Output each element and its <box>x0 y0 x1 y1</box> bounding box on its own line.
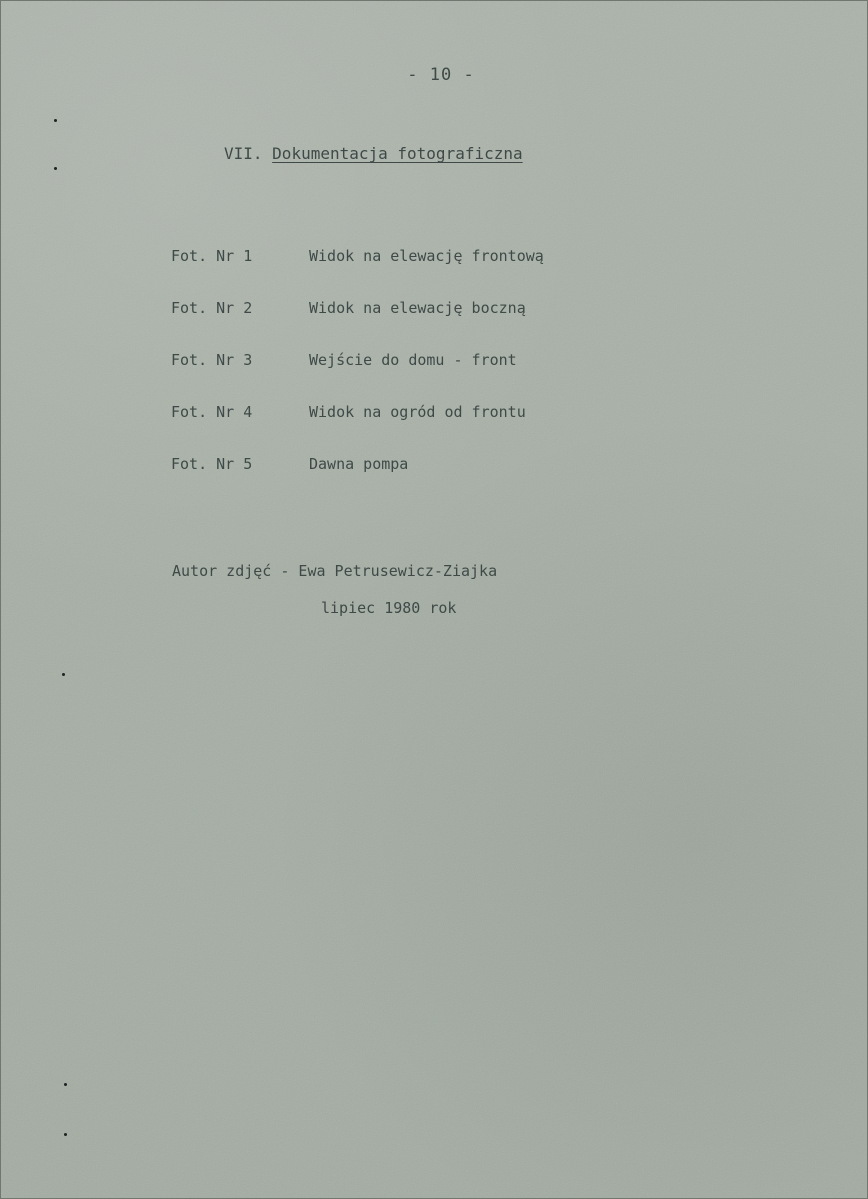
date-line: lipiec 1980 rok <box>321 599 457 617</box>
photo-item <box>171 403 671 455</box>
photo-ref: Fot. Nr 1 <box>171 247 253 265</box>
page-number: - 10 - <box>407 65 475 85</box>
photo-ref: Fot. Nr 5 <box>171 455 253 473</box>
margin-speck <box>64 1083 67 1086</box>
photo-ref: Fot. Nr 2 <box>171 299 253 317</box>
photo-list <box>171 247 671 507</box>
photo-description: Widok na elewację frontową <box>309 247 544 265</box>
photo-description: Wejście do domu - front <box>309 351 517 369</box>
photo-item <box>171 351 671 403</box>
photo-description: Widok na ogród od frontu <box>309 403 526 421</box>
margin-speck <box>54 167 57 170</box>
photo-item <box>171 455 671 507</box>
margin-speck <box>62 673 65 676</box>
photo-item <box>171 247 671 299</box>
section-title: Dokumentacja fotograficzna <box>272 144 523 163</box>
photo-item <box>171 299 671 351</box>
photo-ref: Fot. Nr 4 <box>171 403 253 421</box>
author-line: Autor zdjęć - Ewa Petrusewicz-Ziajka <box>172 562 498 580</box>
section-number: VII. <box>224 144 263 163</box>
photo-description: Widok na elewację boczną <box>309 299 526 317</box>
section-heading <box>224 144 523 163</box>
margin-speck <box>54 119 57 122</box>
margin-speck <box>64 1133 67 1136</box>
photo-ref: Fot. Nr 3 <box>171 351 253 369</box>
photo-description: Dawna pompa <box>309 455 409 473</box>
